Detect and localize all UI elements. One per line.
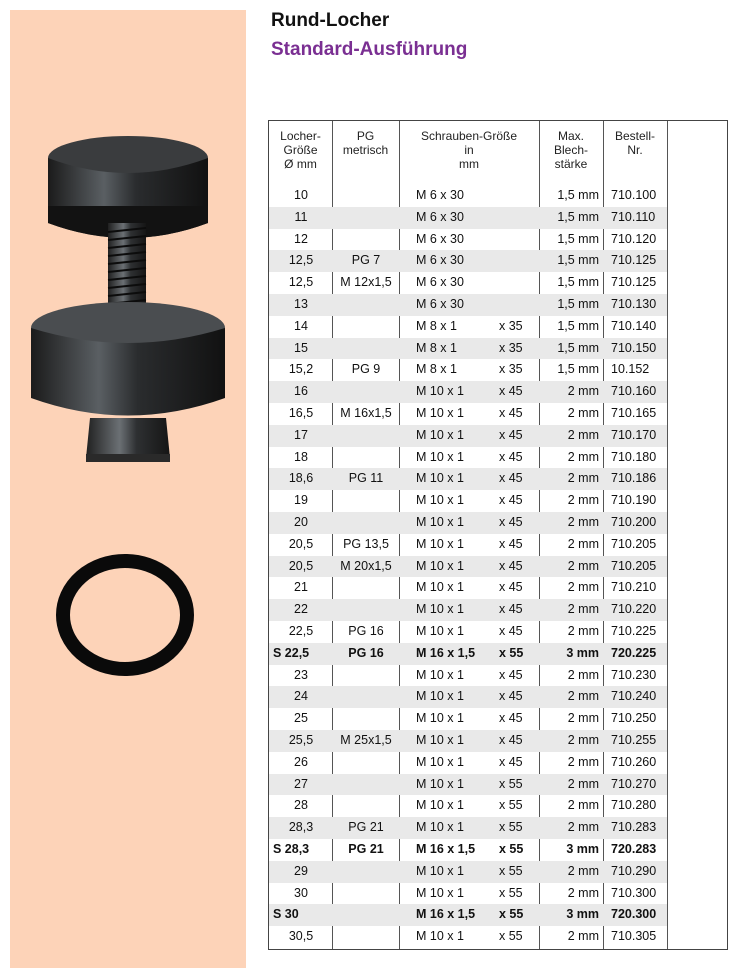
table-row (269, 883, 667, 905)
cell-length: x 45 (499, 384, 523, 399)
cell-size: 20,5 (288, 558, 314, 573)
cell-size: 25 (294, 711, 308, 726)
cell-screw: M 6 x 30 (416, 188, 464, 202)
cell-order-number: 710.230 (611, 667, 657, 682)
cell-order-number: 710.270 (611, 776, 657, 791)
table-row (269, 839, 667, 861)
cell-order-number: 710.220 (611, 602, 657, 617)
cell-thickness: 3 mm (566, 645, 599, 660)
cell-thickness: 2 mm (567, 885, 599, 900)
cell-size: 21 (294, 580, 308, 595)
cell-order-number: 710.140 (611, 318, 657, 333)
table-row (269, 447, 667, 469)
cell-screw: M 10 x 1 (416, 689, 464, 704)
cell-order-number: 10.152 (611, 362, 650, 377)
cell-length: x 45 (499, 732, 523, 747)
table-row (269, 926, 667, 948)
cell-thickness: 2 mm (567, 623, 599, 638)
cell-screw: M 10 x 1 (416, 471, 464, 486)
cell-length: x 35 (499, 318, 523, 333)
cell-size: 28,3 (288, 820, 314, 835)
table-row (269, 534, 667, 556)
cell-pg: PG 21 (348, 820, 384, 835)
cell-order-number: 710.260 (611, 754, 657, 769)
cell-size: 16,5 (288, 405, 314, 420)
cell-thickness: 2 mm (567, 929, 599, 944)
cell-screw: M 10 x 1 (416, 427, 464, 442)
table-row (269, 272, 667, 294)
cell-order-number: 710.210 (611, 580, 657, 595)
cell-order-number: 710.130 (611, 296, 657, 311)
cell-thickness: 2 mm (567, 820, 599, 835)
header-text: Größe (283, 143, 318, 157)
cell-length: x 55 (499, 841, 524, 856)
cell-thickness: 2 mm (567, 405, 599, 420)
header-text: Ø mm (284, 157, 317, 171)
table-row (269, 774, 667, 796)
cell-size: 26 (294, 754, 308, 769)
cell-screw: M 10 x 1 (416, 929, 464, 944)
cell-screw: M 10 x 1 (416, 493, 464, 508)
cell-order-number: 710.240 (611, 689, 657, 704)
cell-thickness: 2 mm (567, 754, 599, 769)
cell-size: 18,6 (288, 471, 314, 486)
cell-thickness: 2 mm (567, 863, 599, 878)
cell-screw: M 10 x 1 (416, 885, 464, 900)
cell-thickness: 2 mm (567, 732, 599, 747)
cell-order-number: 710.100 (611, 188, 657, 202)
header-text: Bestell- (614, 129, 655, 143)
cell-thickness: 1,5 mm (557, 275, 599, 290)
table-row (269, 403, 667, 425)
header-text: Schrauben-Größe (420, 129, 518, 143)
cell-size: 20 (294, 514, 308, 529)
cell-screw: M 16 x 1,5 (416, 645, 476, 660)
cell-pg: PG 7 (351, 253, 381, 268)
cell-pg: M 12x1,5 (340, 275, 392, 290)
cell-thickness: 1,5 mm (557, 253, 599, 268)
cell-order-number: 710.255 (611, 732, 657, 747)
header-text: Nr. (627, 143, 643, 157)
cell-order-number: 710.110 (611, 209, 656, 224)
cell-thickness: 2 mm (567, 514, 599, 529)
cell-length: x 45 (499, 558, 523, 573)
table-row (269, 490, 667, 512)
cell-length: x 55 (499, 929, 523, 944)
cell-thickness: 1,5 mm (557, 318, 599, 333)
header-text: metrisch (342, 143, 389, 157)
cell-order-number: 710.225 (611, 623, 657, 638)
header-order (603, 129, 667, 157)
table-row (269, 643, 667, 665)
cell-size: 11 (294, 209, 308, 224)
cell-length: x 55 (499, 885, 523, 900)
table-row (269, 577, 667, 599)
table-row (269, 665, 667, 687)
cell-screw: M 10 x 1 (416, 776, 464, 791)
cell-length: x 35 (499, 340, 523, 355)
cell-screw: M 16 x 1,5 (416, 907, 476, 922)
cell-length: x 45 (499, 711, 523, 726)
cell-screw: M 6 x 30 (416, 209, 464, 224)
cell-size: 12,5 (288, 253, 314, 268)
table-row (269, 207, 667, 229)
cell-pg: PG 21 (348, 841, 384, 856)
header-text: Max. (557, 129, 584, 143)
cell-screw: M 10 x 1 (416, 667, 464, 682)
cell-thickness: 1,5 mm (557, 340, 599, 355)
cell-thickness: 2 mm (567, 667, 599, 682)
table-row (269, 795, 667, 817)
cell-length: x 45 (499, 536, 523, 551)
cell-screw: M 8 x 1 (416, 362, 457, 377)
table-row (269, 316, 667, 338)
cell-size: 17 (294, 427, 308, 442)
header-text: PG (356, 129, 375, 143)
cell-size: 28 (294, 798, 308, 813)
header-size (269, 129, 332, 171)
cell-size: 16 (294, 384, 308, 399)
cell-size: 27 (294, 776, 308, 791)
cell-pg: PG 9 (351, 362, 381, 377)
table-row (269, 468, 667, 490)
cell-order-number: 710.205 (611, 536, 657, 551)
table-row (269, 381, 667, 403)
cell-order-number: 710.280 (611, 798, 657, 813)
cell-order-number: 710.305 (611, 929, 657, 944)
cell-order-number: 710.150 (611, 340, 657, 355)
cell-order-number: 710.180 (611, 449, 657, 464)
cell-thickness: 2 mm (567, 536, 599, 551)
header-text: mm (459, 157, 479, 171)
cell-length: x 45 (499, 449, 523, 464)
cell-thickness: 1,5 mm (557, 296, 599, 311)
table-row (269, 817, 667, 839)
cell-length: x 45 (499, 427, 523, 442)
cell-pg: M 20x1,5 (340, 558, 392, 573)
cell-thickness: 1,5 mm (557, 209, 599, 224)
cell-thickness: 2 mm (567, 558, 599, 573)
cell-pg: PG 16 (348, 645, 384, 660)
cell-thickness: 2 mm (567, 580, 599, 595)
cell-size: 25,5 (288, 732, 314, 747)
cell-size: S 28,3 (273, 841, 310, 856)
table-row (269, 752, 667, 774)
cell-thickness: 2 mm (567, 449, 599, 464)
cell-order-number: 710.300 (611, 885, 657, 900)
cell-pg: M 25x1,5 (340, 732, 392, 747)
cell-length: x 55 (499, 820, 523, 835)
cell-screw: M 10 x 1 (416, 798, 464, 813)
table-row (269, 250, 667, 272)
page-subtitle: Standard-Ausführung (271, 39, 468, 60)
header-pg (332, 129, 399, 157)
cell-order-number: 720.283 (611, 841, 657, 856)
cell-order-number: 710.125 (611, 253, 657, 268)
cell-pg: PG 16 (348, 623, 384, 638)
cell-size: 13 (294, 296, 308, 311)
cell-size: 19 (294, 493, 308, 508)
cell-pg: PG 11 (348, 471, 384, 486)
cell-length: x 55 (499, 645, 524, 660)
cell-size: 22 (294, 602, 308, 617)
table-header (269, 121, 727, 185)
cell-order-number: 710.250 (611, 711, 657, 726)
cell-pg: PG 13,5 (343, 536, 389, 551)
cell-screw: M 10 x 1 (416, 732, 464, 747)
cell-order-number: 710.170 (611, 427, 657, 442)
table-row (269, 229, 667, 251)
cell-screw: M 10 x 1 (416, 623, 464, 638)
cell-size: 12 (294, 231, 308, 246)
cell-length: x 55 (499, 776, 523, 791)
cell-size: 20,5 (288, 536, 314, 551)
cell-order-number: 710.160 (611, 384, 657, 399)
table-row (269, 359, 667, 381)
cell-size: S 22,5 (273, 645, 310, 660)
table-row (269, 338, 667, 360)
cell-pg: M 16x1,5 (340, 405, 392, 420)
table-row (269, 861, 667, 883)
size-table (268, 120, 728, 950)
cell-screw: M 16 x 1,5 (416, 841, 476, 856)
table-row (269, 686, 667, 708)
cell-length: x 55 (499, 798, 523, 813)
cell-thickness: 1,5 mm (557, 188, 599, 202)
cell-thickness: 2 mm (567, 471, 599, 486)
page-title: Rund-Locher (271, 10, 390, 31)
cell-thickness: 2 mm (567, 776, 599, 791)
cell-length: x 45 (499, 471, 523, 486)
table-row (269, 556, 667, 578)
table-row (269, 708, 667, 730)
cell-screw: M 8 x 1 (416, 318, 457, 333)
cell-order-number: 710.190 (611, 493, 657, 508)
table-row (269, 294, 667, 316)
cell-thickness: 2 mm (567, 384, 599, 399)
header-text: stärke (554, 157, 588, 171)
header-text: Blech- (553, 143, 588, 157)
cell-screw: M 10 x 1 (416, 602, 464, 617)
hole-ring-image (55, 553, 195, 677)
cell-screw: M 10 x 1 (416, 405, 464, 420)
cell-size: 22,5 (288, 623, 314, 638)
cell-screw: M 10 x 1 (416, 580, 464, 595)
cell-screw: M 10 x 1 (416, 384, 464, 399)
cell-screw: M 10 x 1 (416, 754, 464, 769)
cell-screw: M 10 x 1 (416, 514, 464, 529)
cell-thickness: 2 mm (567, 427, 599, 442)
cell-screw: M 6 x 30 (416, 231, 464, 246)
cell-size: 18 (294, 449, 308, 464)
cell-thickness: 1,5 mm (557, 362, 599, 377)
table-row (269, 621, 667, 643)
cell-screw: M 10 x 1 (416, 536, 464, 551)
cell-order-number: 710.205 (611, 558, 657, 573)
cell-screw: M 10 x 1 (416, 449, 464, 464)
cell-screw: M 10 x 1 (416, 711, 464, 726)
table-row (269, 425, 667, 447)
cell-size: S 30 (273, 907, 299, 922)
punch-tool-image (28, 128, 233, 468)
table-row (269, 185, 667, 207)
cell-length: x 45 (499, 623, 523, 638)
cell-size: 10 (294, 188, 308, 202)
cell-thickness: 2 mm (567, 798, 599, 813)
table-body (269, 185, 667, 948)
cell-length: x 45 (499, 580, 523, 595)
cell-order-number: 720.300 (611, 907, 657, 922)
cell-order-number: 710.165 (611, 405, 657, 420)
cell-length: x 45 (499, 754, 523, 769)
table-row (269, 904, 667, 926)
table-row (269, 512, 667, 534)
cell-length: x 45 (499, 602, 523, 617)
cell-size: 23 (294, 667, 308, 682)
cell-thickness: 3 mm (566, 907, 599, 922)
cell-length: x 55 (499, 907, 524, 922)
cell-order-number: 720.225 (611, 645, 657, 660)
cell-length: x 45 (499, 405, 523, 420)
cell-thickness: 1,5 mm (557, 231, 599, 246)
cell-length: x 35 (499, 362, 523, 377)
cell-size: 29 (294, 863, 308, 878)
cell-size: 30 (294, 885, 308, 900)
cell-order-number: 710.290 (611, 863, 657, 878)
cell-length: x 45 (499, 493, 523, 508)
cell-size: 24 (294, 689, 308, 704)
cell-thickness: 2 mm (567, 493, 599, 508)
cell-size: 14 (294, 318, 308, 333)
cell-length: x 45 (499, 514, 523, 529)
cell-screw: M 6 x 30 (416, 296, 464, 311)
cell-thickness: 2 mm (567, 711, 599, 726)
cell-order-number: 710.186 (611, 471, 657, 486)
cell-order-number: 710.283 (611, 820, 657, 835)
header-text: Locher- (280, 129, 321, 143)
cell-order-number: 710.120 (611, 231, 657, 246)
cell-length: x 45 (499, 667, 523, 682)
cell-length: x 55 (499, 863, 523, 878)
cell-thickness: 2 mm (567, 602, 599, 617)
header-text: in (464, 143, 474, 157)
cell-screw: M 6 x 30 (416, 275, 464, 290)
table-row (269, 599, 667, 621)
cell-thickness: 2 mm (567, 689, 599, 704)
cell-size: 15,2 (288, 362, 314, 377)
header-screw (399, 129, 539, 171)
table-row (269, 730, 667, 752)
cell-thickness: 3 mm (566, 841, 599, 856)
cell-screw: M 6 x 30 (416, 253, 464, 268)
cell-order-number: 710.200 (611, 514, 657, 529)
cell-size: 15 (294, 340, 308, 355)
header-thickness (539, 129, 603, 171)
cell-size: 30,5 (288, 929, 314, 944)
cell-screw: M 10 x 1 (416, 820, 464, 835)
cell-length: x 45 (499, 689, 523, 704)
cell-size: 12,5 (288, 275, 314, 290)
cell-screw: M 10 x 1 (416, 558, 464, 573)
cell-screw: M 8 x 1 (416, 340, 457, 355)
cell-order-number: 710.125 (611, 275, 657, 290)
cell-screw: M 10 x 1 (416, 863, 464, 878)
column-divider (667, 121, 668, 949)
